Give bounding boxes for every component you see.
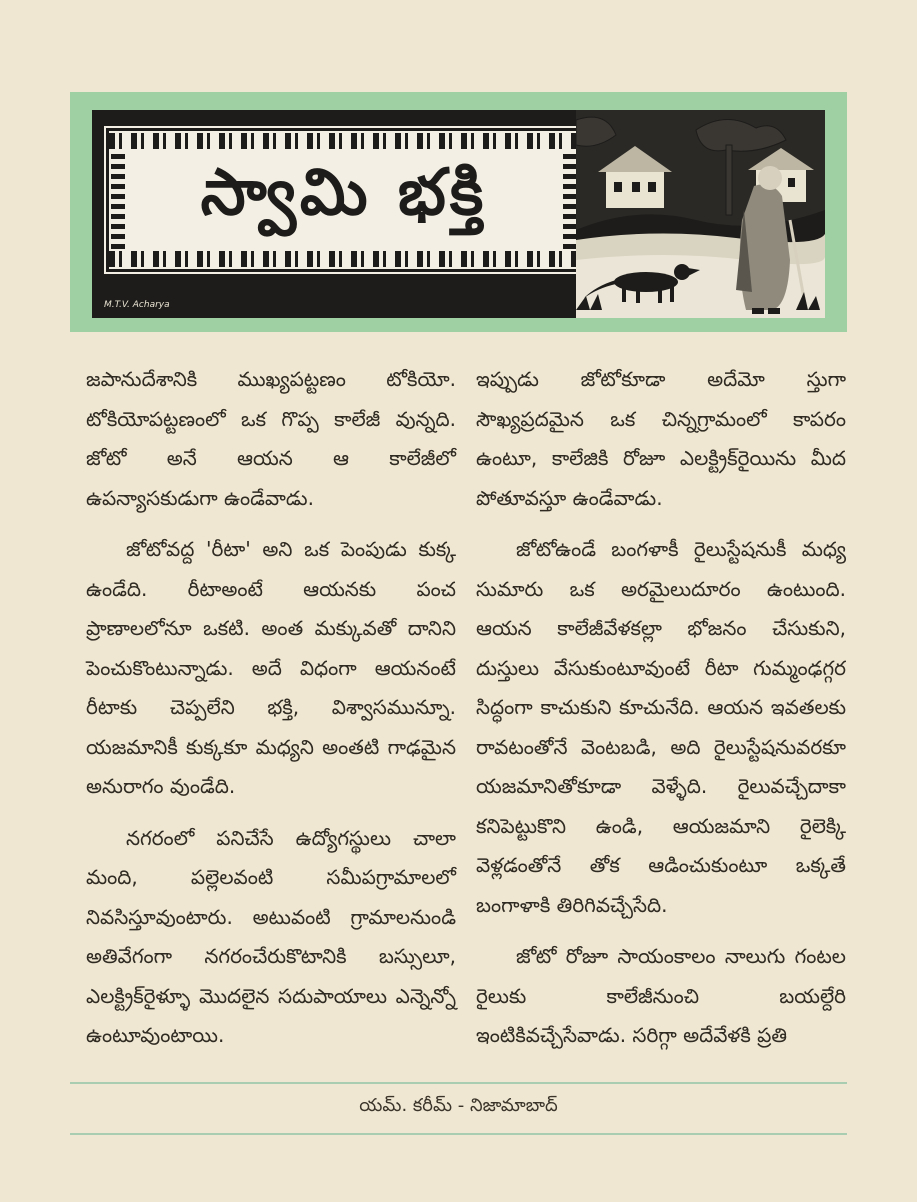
paragraph: జపానుదేశానికి ముఖ్యపట్టణం టోకియో. టోకియోపట్టణంలో ఒక గొప్ప కాలేజీ వున్నది. జోటో అనే ఆయన ఆ కాలేజీలో ఉపన్యాసకుడుగా ఉండేవాడు. xyxy=(86,367,456,510)
illustrator-signature: M.T.V. Acharya xyxy=(104,300,170,310)
ornamental-border-right xyxy=(563,151,577,249)
paragraph: జోటోఉండే బంగళాకీ రైలుస్టేషనుకీ మధ్య సుమారు ఒక అరమైలుదూరం ఉంటుంది. ఆయన కాలేజీవేళకల్లా భోజనం చేసుకుని, దుస్తులు వేసుకుంటూవుంటే రీటా గుమ్మంఢగ్గర సిద్ధంగా కాచుకుని కూచునేది. ఆయన ఇవతలకు రావటంతోనే వెంటబడి, అది రైలుస్టేషనువరకూ యజమానితోకూడా వెళ్ళేది. రైలువచ్చేదాకా కనిపెట్టుకొని ఉండి, ఆయజమాని రైలెక్కి వెళ్లడంతోనే తోక ఆడించుకుంటూ ఒక్కతే బంగాళాకి తిరిగివచ్చేసేది. xyxy=(476,537,846,917)
article-body xyxy=(86,360,846,1060)
paragraph: జోటో రోజూ సాయంకాలం నాలుగు గంటల రైలుకు కాలేజీనుంచి బయల్దేరి ఇంటికివచ్చేసేవాడు. సరిగ్గా అదేవేళకి ప్రతి xyxy=(476,944,846,1047)
footer-rule-top xyxy=(70,1082,847,1084)
ornamental-border-bottom xyxy=(109,251,579,267)
article-column-right xyxy=(476,360,846,1068)
paragraph: నగరంలో పనిచేసే ఉద్యోగస్థులు చాలా మంది, పల్లెలవంటి సమీపగ్రామాలలో నివసిస్తూవుంటారు. అటువంటి గ్రామాలనుండి అతివేగంగా నగరంచేరుకొటానికి బస్సులూ, ఎలక్ట్రిక్‌రైళ్ళూ మొదలైన సదుపాయాలు ఎన్నెన్నో ఉంటూవుంటాయి. xyxy=(86,825,456,1047)
ornamental-border-top xyxy=(109,133,579,149)
footer-rule-bottom xyxy=(70,1133,847,1135)
paragraph: జోటోవద్ద 'రీటా' అని ఒక పెంపుడు కుక్క ఉండేది. రీటాఅంటే ఆయనకు పంచ ప్రాణాలలోనూ ఒకటి. అంత మక్కువతో దానిని పెంచుకొంటున్నాడు. అదే విధంగా ఆయనంటే రీటాకు చెప్పలేని భక్తి, విశ్వాసమున్నూ. యజమానికీ కుక్కకూ మధ్యని అంతటి గాఢమైన అనురాగం వుండేది. xyxy=(86,537,456,798)
author-credit: యమ్. కరీమ్ - నిజామాబాద్ xyxy=(359,1095,558,1116)
paragraph: ఇప్పుడు జోటోకూడా అదేమో స్తుగా సౌఖ్యప్రదమైన ఒక చిన్నగ్రామంలో కాపరం ఉంటూ, కాలేజికి రోజూ ఎలక్ట్రిక్‌రైయిను మీద పోతూవస్తూ ఉండేవాడు. xyxy=(476,367,846,510)
ornamental-border-left xyxy=(111,151,125,249)
story-title: స్వామి భక్తి xyxy=(200,155,488,230)
village-scene-illustration xyxy=(576,110,825,318)
header-illustration xyxy=(92,110,825,318)
title-frame xyxy=(106,128,582,272)
header-banner xyxy=(70,92,847,332)
article-column-left xyxy=(86,360,456,1068)
